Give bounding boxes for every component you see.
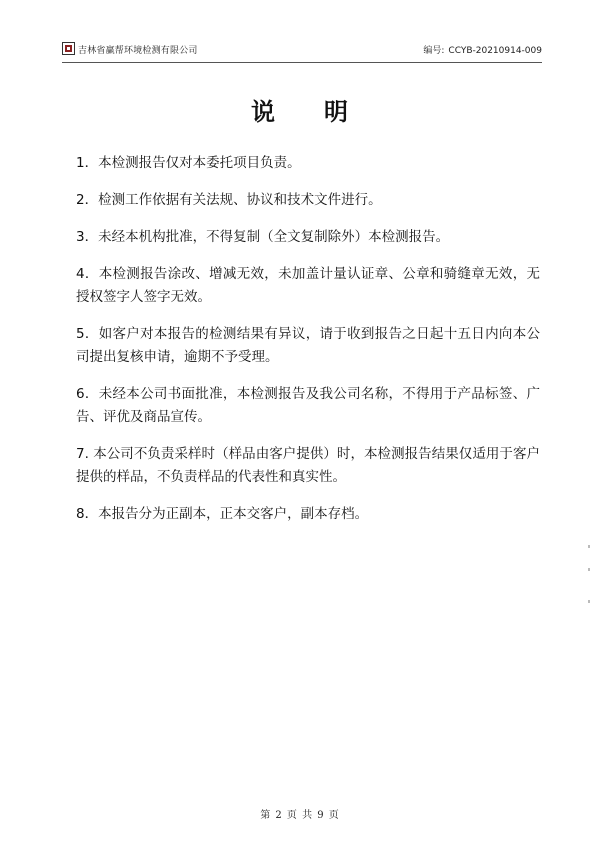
note-item-6: 6．未经本公司书面批准，本检测报告及我公司名称，不得用于产品标签、广告、评优及商品宣传。: [76, 386, 540, 425]
company-logo-icon: [62, 42, 75, 55]
note-item-4: 4．本检测报告涂改、增减无效，未加盖计量认证章、公章和骑缝章无效，无授权签字人签字无效。: [76, 266, 540, 305]
title-char-1: 说: [251, 98, 276, 126]
title-char-2: 明: [324, 98, 349, 126]
page-number: 第 2 页 共 9 页: [260, 810, 340, 821]
note-item-2: 2．检测工作依据有关法规、协议和技术文件进行。: [76, 192, 382, 208]
edge-mark: [588, 600, 590, 603]
note-item-8: 8．本报告分为正副本，正本交客户，副本存档。: [76, 506, 369, 522]
note-item-5: 5．如客户对本报告的检测结果有异议，请于收到报告之日起十五日内向本公司提出复核申请，逾期不予受理。: [76, 326, 540, 365]
notes-list: [62, 152, 540, 540]
company-name: 吉林省赢帮环境检测有限公司: [78, 46, 198, 56]
note-item-3: 3．未经本机构批准，不得复制（全文复制除外）本检测报告。: [76, 229, 450, 245]
edge-mark: [588, 568, 590, 571]
page-title: [0, 92, 600, 127]
page-header: [62, 38, 542, 63]
report-number-label: 编号:: [423, 46, 445, 56]
edge-mark: [588, 545, 590, 548]
note-item-7: 7. 本公司不负责采样时（样品由客户提供）时，本检测报告结果仅适用于客户提供的样品，不负责样品的代表性和真实性。: [76, 446, 540, 485]
report-number: [423, 43, 542, 56]
note-item-1: 1．本检测报告仅对本委托项目负责。: [76, 155, 301, 171]
report-number-value: CCYB-20210914-009: [448, 46, 542, 56]
